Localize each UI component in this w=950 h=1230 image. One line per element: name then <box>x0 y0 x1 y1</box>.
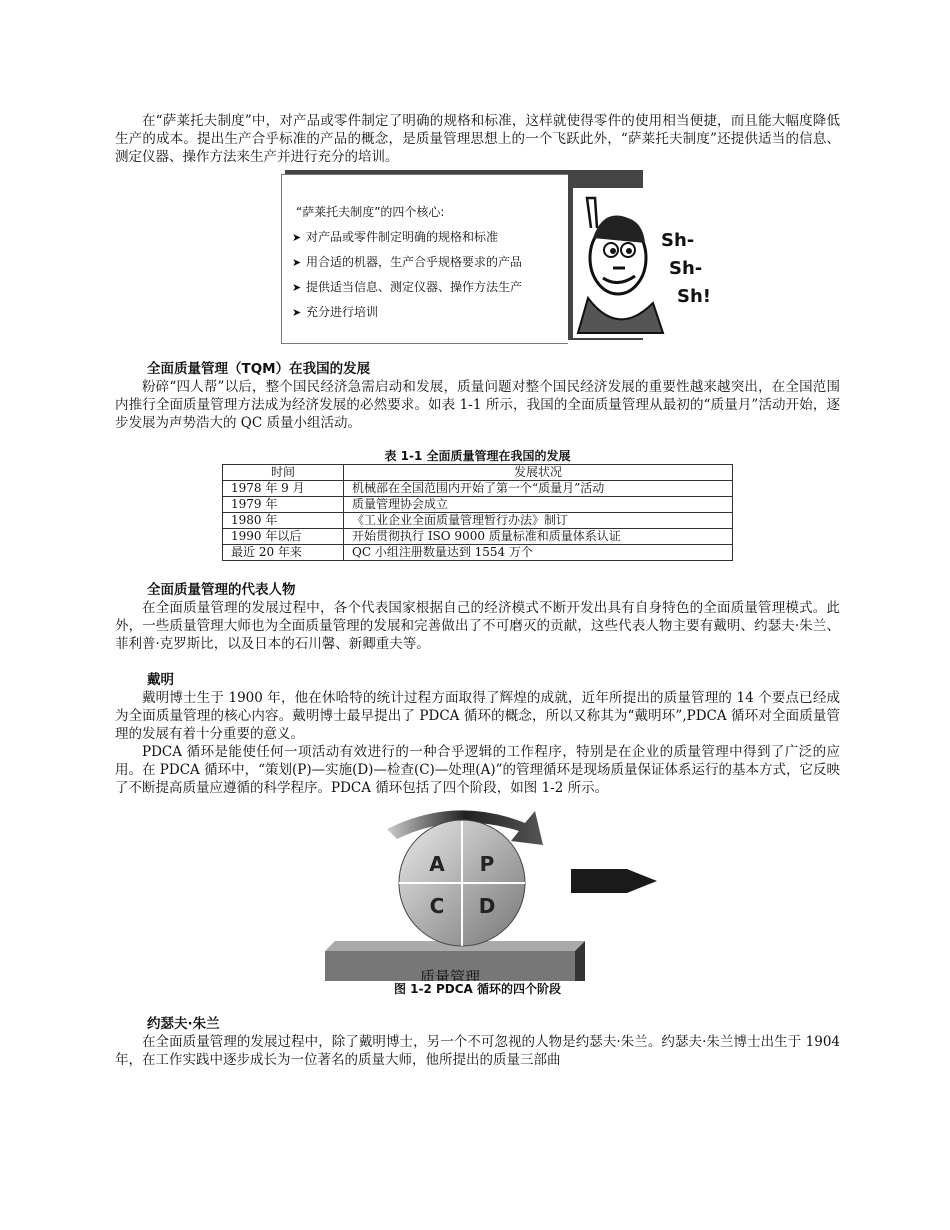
section-heading: 约瑟夫·朱兰 <box>147 1016 220 1032</box>
section-paragraph: 在全面质量管理的发展过程中，除了戴明博士，另一个不可忽视的人物是约瑟夫·朱兰。约瑟夫·朱兰博士出生于 1904 年，在工作实践中逐步成长为一位著名的质量大师，他所提出的质量三部曲 <box>115 1034 840 1068</box>
table-caption: 表 1-1 全面质量管理在我国的发展 <box>384 449 571 463</box>
section-heading: 全面质量管理（TQM）在我国的发展 <box>147 361 371 377</box>
arrow-icon: ➤ <box>292 231 302 244</box>
callout-item: ➤ 用合适的机器，生产合乎规格要求的产品 <box>292 250 522 275</box>
cartoon-illustration <box>573 188 723 338</box>
callout-title: “萨莱托夫制度”的四个核心: <box>296 205 445 219</box>
table-header-cell: 时间 <box>223 465 344 481</box>
arrow-icon: ➤ <box>292 306 302 319</box>
callout-box <box>281 174 568 344</box>
cartoon-text: Sh- <box>669 258 703 279</box>
pdca-letter: A <box>429 852 445 876</box>
arrow-icon: ➤ <box>292 256 302 269</box>
pdca-letter: P <box>479 852 495 876</box>
figure-caption: 图 1-2 PDCA 循环的四个阶段 <box>393 982 562 996</box>
intro-paragraph: 在“萨莱托夫制度”中，对产品或零件制定了明确的规格和标准，这样就使得零件的使用相当便捷，而且能大幅度降低生产的成本。提出生产合乎标准的产品的概念，是质量管理思想上的一个飞跃此外，“萨莱托夫制度”还提供适当的信息、测定仪器、操作方法来生产并进行充分的培训。 <box>115 113 840 165</box>
pdca-letter: D <box>478 894 496 918</box>
arrow-icon: ➤ <box>292 281 302 294</box>
callout-figure <box>115 170 840 360</box>
document-page <box>115 112 840 1069</box>
section-paragraph: PDCA 循环是能使任何一项活动有效进行的一种合乎逻辑的工作程序，特别是在企业的质量管理中得到了广泛的应用。在 PDCA 循环中，“策划(P)—实施(D)—检查(C)—处理(A)”的管理循环是现场质量保证体系运行的基本方式，它反映了不断提高质量应遵循的科学程序。PDCA 循环包括了四个阶段，如图 1-2 所示。 <box>115 744 840 796</box>
table-cell: 1980 年 <box>223 513 344 529</box>
pdca-figure <box>115 801 840 981</box>
table-row <box>223 497 733 513</box>
section-heading: 戴明 <box>147 672 174 688</box>
development-table <box>222 464 733 561</box>
pdca-letter: C <box>429 894 445 918</box>
table-cell: QC 小组注册数量达到 1554 万个 <box>344 545 733 561</box>
table-cell: 开始贯彻执行 ISO 9000 质量标准和质量体系认证 <box>344 529 733 545</box>
callout-item: ➤ 充分进行培训 <box>292 300 522 325</box>
callout-list <box>292 225 522 325</box>
callout-item: ➤ 提供适当信息、测定仪器、操作方法生产 <box>292 275 522 300</box>
table-header-cell: 发展状况 <box>344 465 733 481</box>
section-paragraph: 在全面质量管理的发展过程中，各个代表国家根据自己的经济模式不断开发出具有自身特色的全面质量管理模式。此外，一些质量管理大师也为全面质量管理的发展和完善做出了不可磨灭的贡献，这些代表人物主要有戴明、约瑟夫·朱兰、菲利普·克罗斯比，以及日本的石川馨、新卿重夫等。 <box>115 600 840 652</box>
table-cell: 《工业企业全面质量管理暂行办法》制订 <box>344 513 733 529</box>
section-paragraph: 戴明博士生于 1900 年，他在休哈特的统计过程方面取得了辉煌的成就，近年所提出的质量管理的 14 个要点已经成为全面质量管理的核心内容。戴明博士最早提出了 PDCA 循环的概念，所以又称其为“戴明环”,PDCA 循环对全面质量管理的发展有着十分重要的意义。 <box>115 690 840 742</box>
table-row <box>223 513 733 529</box>
table-cell: 最近 20 年来 <box>223 545 344 561</box>
table-row <box>223 481 733 497</box>
table-cell: 质量管理协会成立 <box>344 497 733 513</box>
table-header-row <box>223 465 733 481</box>
callout-item: ➤ 对产品或零件制定明确的规格和标准 <box>292 225 522 250</box>
cartoon-text: Sh! <box>677 286 711 307</box>
cartoon-text: Sh- <box>661 230 695 251</box>
section-paragraph: 粉碎“四人帮”以后，整个国民经济急需启动和发展，质量问题对整个国民经济发展的重要性越来越突出，在全国范围内推行全面质量管理方法成为经济发展的必然要求。如表 1-1 所示，我国的全面质量管理从最初的“质量月”活动开始，逐步发展为声势浩大的 QC 质量小组活动。 <box>115 379 840 431</box>
table-cell: 机械部在全国范围内开始了第一个“质量月”活动 <box>344 481 733 497</box>
progress-arrow <box>571 869 657 893</box>
table-row <box>223 545 733 561</box>
table-cell: 1978 年 9 月 <box>223 481 344 497</box>
section-heading: 全面质量管理的代表人物 <box>147 582 296 598</box>
base-label: 质量管理 <box>419 968 481 981</box>
table-row <box>223 529 733 545</box>
table-cell: 1979 年 <box>223 497 344 513</box>
pdca-diagram <box>115 801 840 981</box>
table-cell: 1990 年以后 <box>223 529 344 545</box>
